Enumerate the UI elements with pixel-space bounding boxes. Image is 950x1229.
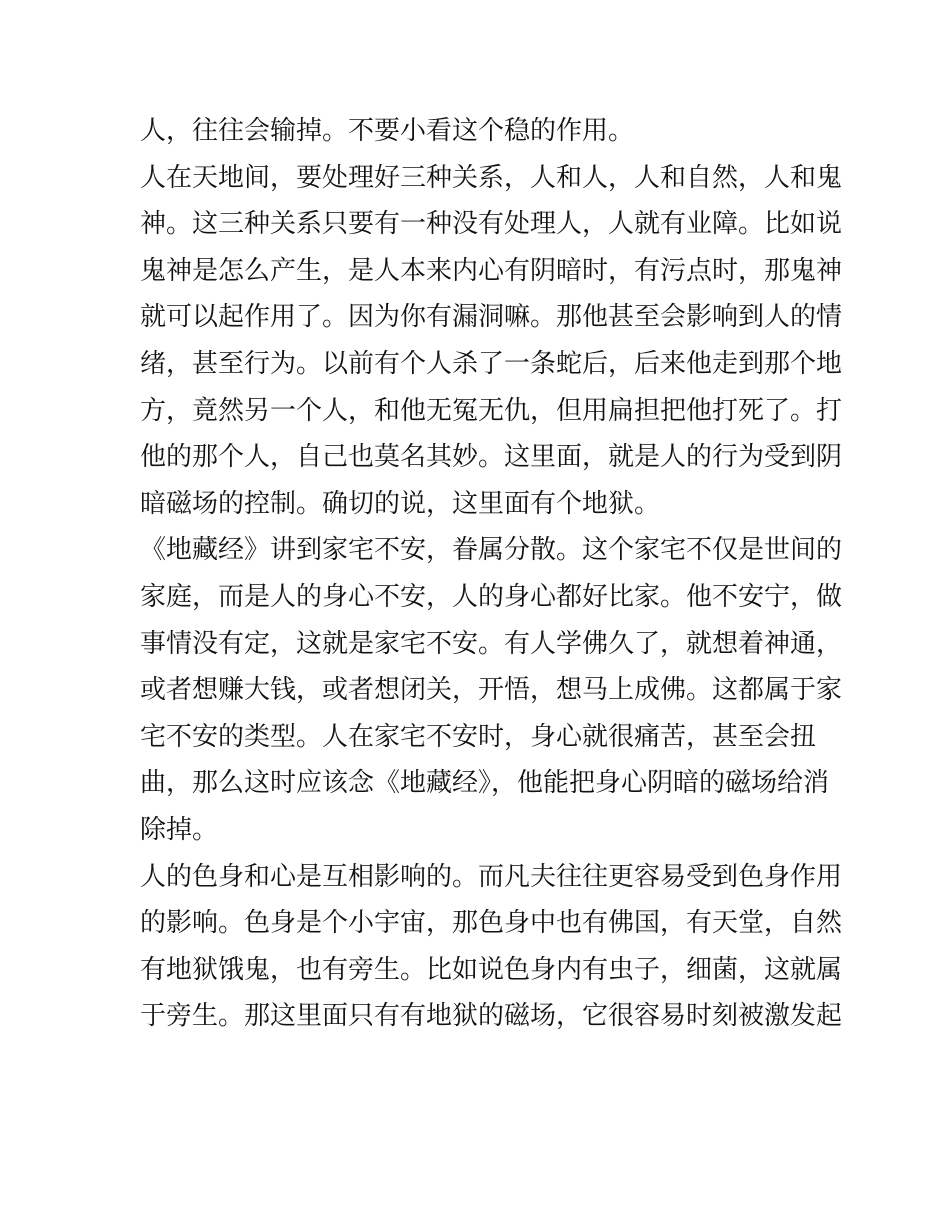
text-line: 人在天地间，要处理好三种关系，人和人，人和自然，人和鬼 — [140, 162, 843, 193]
text-line: 人的色身和心是互相影响的。而凡夫往往更容易受到色身作用 — [140, 861, 843, 892]
text-line: 的影响。色身是个小宇宙，那色身中也有佛国，有天堂，自然 — [140, 908, 843, 939]
text-line: 《地藏经》讲到家宅不安，眷属分散。这个家宅不仅是世间的 — [140, 535, 843, 566]
text-line: 暗磁场的控制。确切的说，这里面有个地狱。 — [140, 488, 661, 519]
text-line: 人，往往会输掉。不要小看这个稳的作用。 — [140, 116, 635, 146]
text-line: 家庭，而是人的身心不安，人的身心都好比家。他不安宁，做 — [140, 581, 843, 612]
text-line: 除掉。 — [140, 814, 219, 845]
text-line: 绪，甚至行为。以前有个人杀了一条蛇后，后来他走到那个地 — [140, 348, 843, 379]
text-line: 或者想赚大钱，或者想闭关，开悟，想马上成佛。这都属于家 — [140, 675, 843, 706]
text-line: 事情没有定，这就是家宅不安。有人学佛久了，就想着神通， — [140, 628, 843, 659]
text-line: 曲，那么这时应该念《地藏经》，他能把身心阴暗的磁场给消 — [140, 768, 830, 799]
text-line: 神。这三种关系只要有一种没有处理人，人就有业障。比如说 — [140, 209, 843, 240]
text-line: 鬼神是怎么产生，是人本来内心有阴暗时，有污点时，那鬼神 — [140, 255, 843, 286]
text-line: 他的那个人，自己也莫名其妙。这里面，就是人的行为受到阴 — [140, 442, 843, 473]
text-line: 宅不安的类型。人在家宅不安时，身心就很痛苦，甚至会扭 — [140, 721, 817, 752]
text-line: 方，竟然另一个人，和他无冤无仇，但用扁担把他打死了。打 — [140, 395, 843, 426]
text-line: 就可以起作用了。因为你有漏洞嘛。那他甚至会影响到人的情 — [140, 302, 843, 333]
document-body — [140, 108, 843, 1040]
text-line: 于旁生。那这里面只有有地狱的磁场，它很容易时刻被激发起 — [140, 1001, 843, 1032]
text-line: 有地狱饿鬼，也有旁生。比如说色身内有虫子，细菌，这就属 — [140, 954, 843, 985]
